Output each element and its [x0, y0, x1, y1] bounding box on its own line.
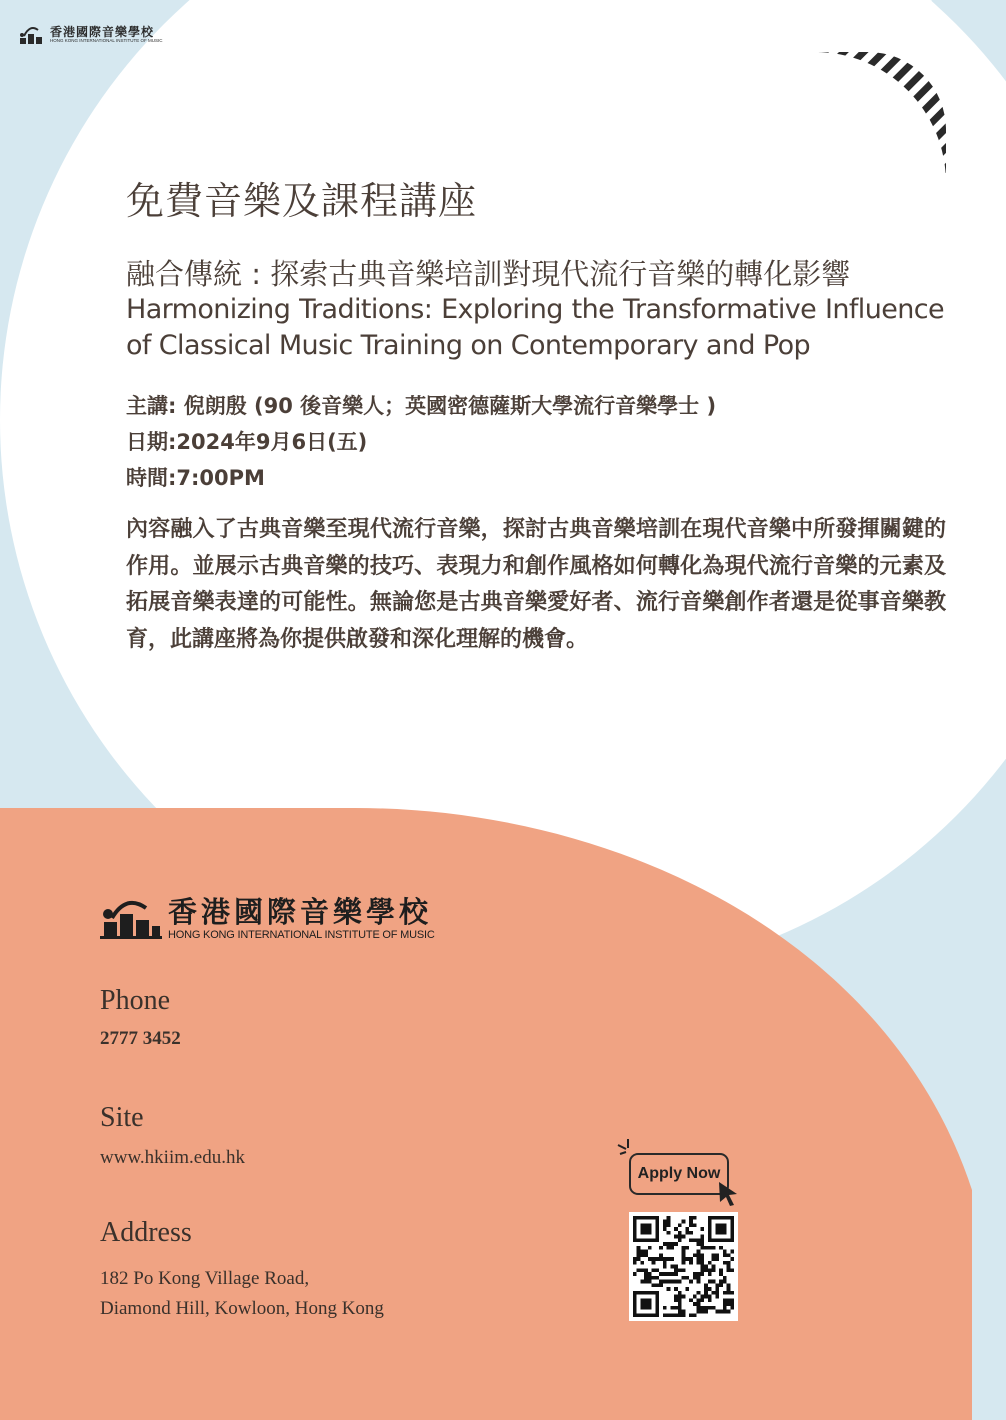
logo-name-en: HONG KONG INTERNATIONAL INSTITUTE OF MUSIC [168, 929, 435, 941]
qr-code-icon[interactable] [629, 1212, 738, 1321]
event-title-zh: 融合傳統 : 探索古典音樂培訓對現代流行音樂的轉化影響 [126, 257, 851, 291]
event-title-en: Harmonizing Traditions: Exploring the Transformative Influence of Classical Music Training on Contemporary and Pop [126, 294, 944, 361]
date-line: 日期:2024年9月6日(五) [126, 430, 368, 454]
address-line-2: Diamond Hill, Kowloon, Hong Kong [100, 1298, 384, 1319]
logo-name-zh: 香港國際音樂學校 [168, 895, 433, 929]
footer-logo [100, 892, 435, 942]
site-label: Site [100, 1102, 144, 1133]
site-link[interactable]: www.hkiim.edu.hk [100, 1147, 245, 1168]
logo-name-zh: 香港國際音樂學校 [50, 25, 155, 39]
page-heading: 免費音樂及課程講座 [126, 179, 478, 223]
cursor-icon [716, 1180, 742, 1208]
address-label: Address [100, 1217, 192, 1248]
apply-now-button[interactable]: Apply Now [629, 1153, 729, 1195]
header-logo [18, 24, 163, 46]
event-description: 內容融入了古典音樂至現代流行音樂，探討古典音樂培訓在現代音樂中所發揮關鍵的作用。並展示古典音樂的技巧、表現力和創作風格如何轉化為現代流行音樂的元素及拓展音樂表達的可能性。無論您是古典音樂愛好者、流行音樂創作者還是從事音樂教育，此講座將為你提供啟發和深化理解的機會。 [126, 517, 946, 652]
event-details [126, 388, 716, 496]
speaker-line: 主講: 倪朗殷 (90 後音樂人；英國密德薩斯大學流行音樂學士 ) [126, 394, 717, 418]
school-logo-icon [100, 892, 162, 942]
time-line: 時間:7:00PM [126, 466, 265, 490]
phone-value: 2777 3452 [100, 1028, 181, 1049]
logo-name-en: HONG KONG INTERNATIONAL INSTITUTE OF MUSIC [50, 38, 163, 43]
address-line-1: 182 Po Kong Village Road, [100, 1268, 310, 1289]
school-logo-icon [18, 24, 46, 46]
phone-label: Phone [100, 985, 170, 1016]
